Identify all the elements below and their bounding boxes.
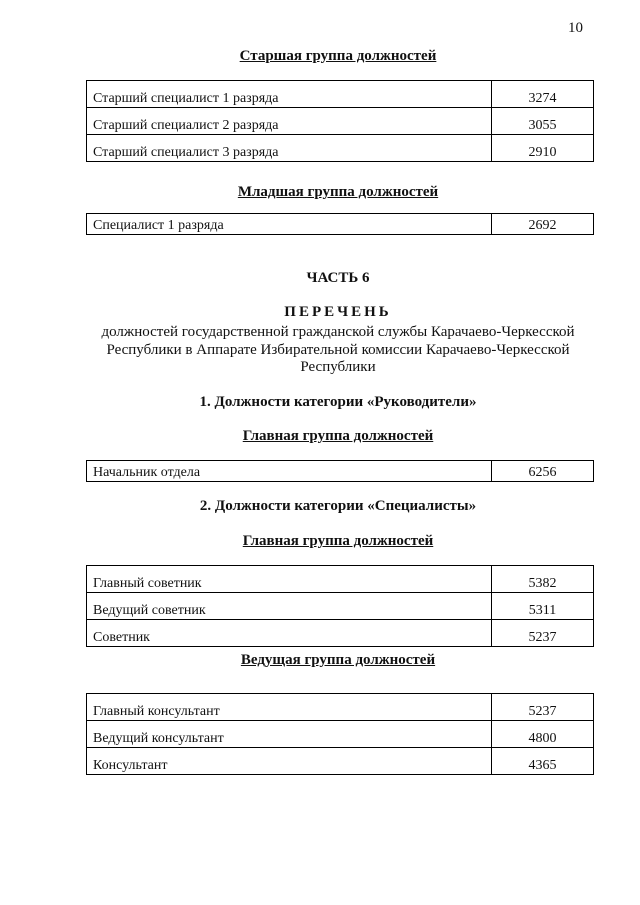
list-title: ПЕРЕЧЕНЬ <box>284 304 392 320</box>
position-salary: 5382 <box>492 566 594 593</box>
table-row <box>87 108 594 135</box>
table-row <box>87 566 594 593</box>
category-1-group-title: Главная группа должностей <box>242 428 434 444</box>
position-salary: 2910 <box>492 135 594 162</box>
description-line-1: должностей государственной гражданской службы Карачаево-Черкесской <box>101 324 575 340</box>
main-group-table <box>86 565 594 647</box>
table-row <box>87 593 594 620</box>
table-row <box>87 694 594 721</box>
table-row <box>87 135 594 162</box>
part-title: ЧАСТЬ 6 <box>306 270 370 286</box>
junior-group-title: Младшая группа должностей <box>237 184 439 200</box>
table-row <box>87 721 594 748</box>
category-1-title: 1. Должности категории «Руководители» <box>199 394 477 410</box>
table-row <box>87 748 594 775</box>
category-2-title: 2. Должности категории «Специалисты» <box>199 498 477 514</box>
senior-group-table <box>86 80 594 162</box>
position-salary: 4800 <box>492 721 594 748</box>
position-salary: 6256 <box>492 461 594 482</box>
junior-group-table <box>86 213 594 235</box>
table-row <box>87 214 594 235</box>
position-name: Старший специалист 1 разряда <box>87 81 492 108</box>
leading-group-title: Ведущая группа должностей <box>240 652 436 668</box>
position-salary: 3274 <box>492 81 594 108</box>
position-name: Специалист 1 разряда <box>87 214 492 235</box>
position-salary: 5237 <box>492 620 594 647</box>
position-name: Советник <box>87 620 492 647</box>
table-row <box>87 81 594 108</box>
page-number: 10 <box>568 20 583 36</box>
position-salary: 4365 <box>492 748 594 775</box>
position-name: Главный консультант <box>87 694 492 721</box>
table-row <box>87 620 594 647</box>
leading-group-table <box>86 693 594 775</box>
position-name: Главный советник <box>87 566 492 593</box>
position-name: Ведущий советник <box>87 593 492 620</box>
description-line-2: Республики в Аппарате Избирательной комиссии Карачаево-Черкесской <box>106 342 570 358</box>
position-name: Старший специалист 2 разряда <box>87 108 492 135</box>
position-salary: 2692 <box>492 214 594 235</box>
main-group-title: Главная группа должностей <box>242 533 434 549</box>
position-name: Консультант <box>87 748 492 775</box>
position-salary: 5237 <box>492 694 594 721</box>
category-1-table <box>86 460 594 482</box>
senior-group-title: Старшая группа должностей <box>239 48 437 64</box>
position-name: Старший специалист 3 разряда <box>87 135 492 162</box>
position-name: Начальник отдела <box>87 461 492 482</box>
position-salary: 3055 <box>492 108 594 135</box>
position-salary: 5311 <box>492 593 594 620</box>
position-name: Ведущий консультант <box>87 721 492 748</box>
table-row <box>87 461 594 482</box>
description-line-3: Республики <box>300 359 376 375</box>
